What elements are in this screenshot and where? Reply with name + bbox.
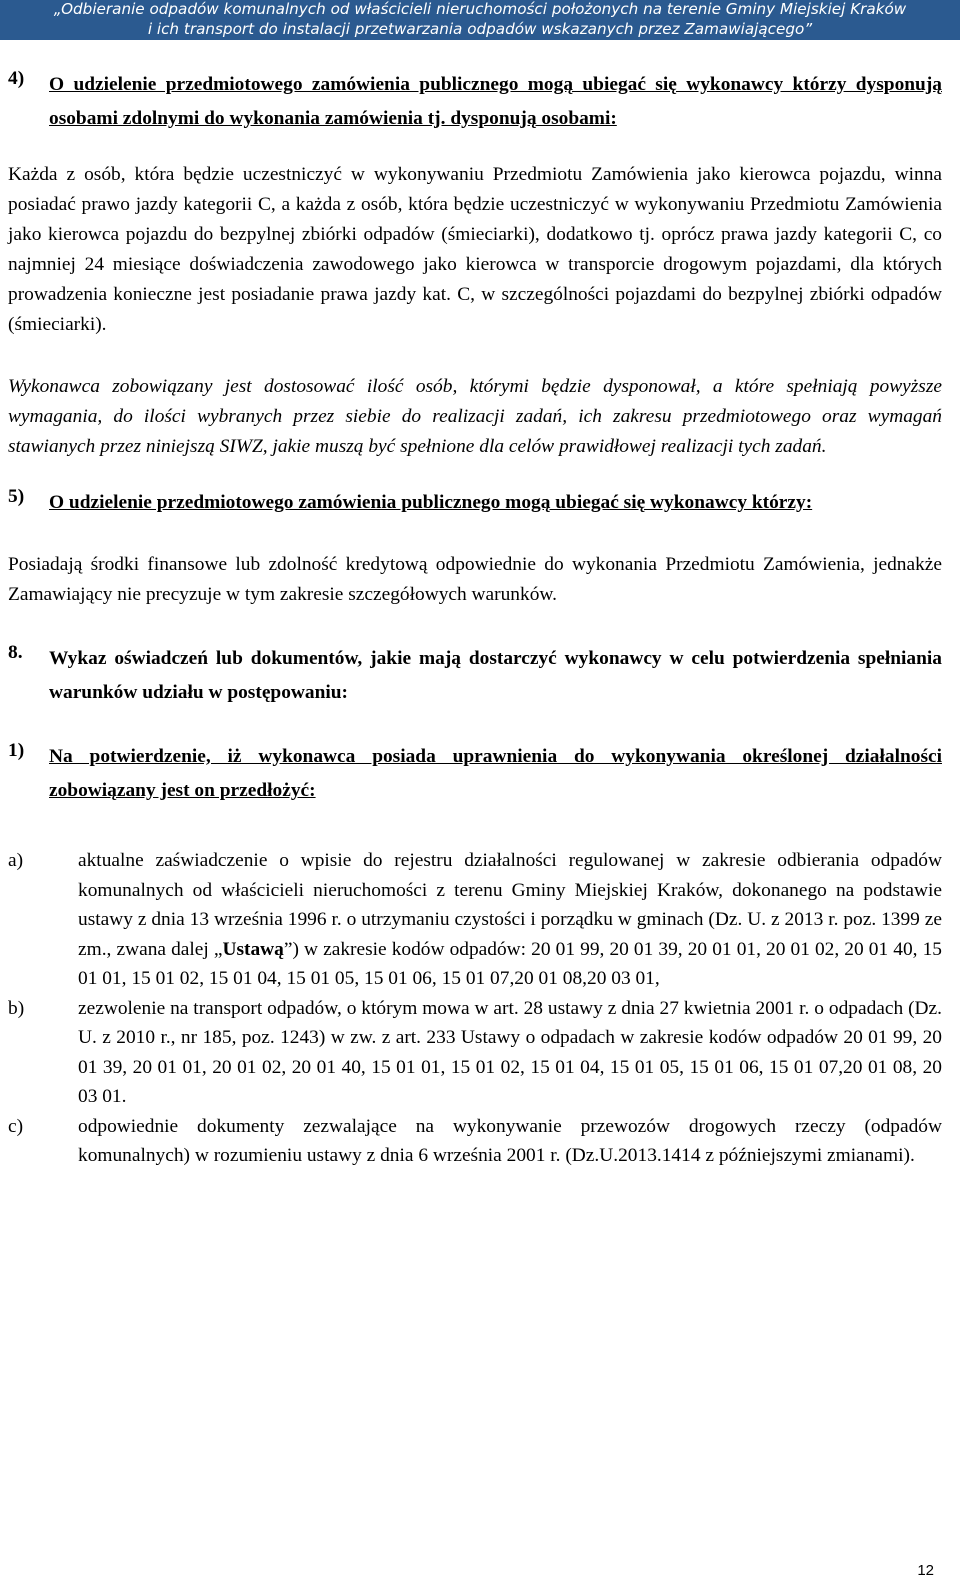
section-4-paragraph: Każda z osób, która będzie uczestniczyć w wykonywaniu Przedmiotu Zamówienia jako kierowca pojazdu, winna posiadać prawo jazdy kategorii C, a każda z osób, która będzie uczestniczyć w wykonywaniu Przedmiotu Zamówienia jako kierowca pojazdu do bezpylnej zbiórki odpadów (śmieciarki), dodatkowo tj. oprócz prawa jazdy kategorii C, co najmniej 24 miesiące doświadczenia zawodowego jako kierowca w transporcie drogowym pojazdami, dla których prowadzenia konieczne jest posiadanie prawa jazdy kat. C, w szczególności pojazdami do bezpylnej zbiórki odpadów (śmieciarki).	[8, 164, 942, 335]
subsection-1-number: 1)	[8, 740, 25, 761]
section-4-italic-paragraph: Wykonawca zobowiązany jest dostosować ilość osób, którymi będzie dysponował, a które spełniają powyższe wymagania, do ilości wybranych przez siebie do realizacji zadań, ich zakresu przedmiotowego oraz wymagań stawianych przez niniejszą SIWZ, jakie muszą być spełnione dla celów prawidłowej realizacji tych zadań.	[8, 376, 942, 457]
list-item-c	[8, 1112, 942, 1171]
list-item-a	[8, 846, 942, 994]
list-item-marker: b)	[8, 997, 25, 1019]
header-line-2: i ich transport do instalacji przetwarzania odpadów wskazanych przez Zamawiającego”	[147, 19, 813, 38]
section-4-heading	[8, 68, 942, 136]
list-item-a-bold: Ustawą	[222, 938, 284, 960]
section-5-paragraph: Posiadają środki finansowe lub zdolność kredytową odpowiednie do wykonania Przedmiotu Zamówienia, jednakże Zamawiający nie precyzuje w tym zakresie szczegółowych warunków.	[8, 554, 942, 605]
subsection-1-heading	[8, 740, 942, 808]
list-item-a-text-after: ”) w zakresie kodów odpadów: 20 01 99, 20 01 39, 20 01 01, 20 01 02, 20 01 40, 15 01 01, 15 01 02, 15 01 04, 15 01 05, 15 01 06, 15 01 07,20 01 08,20 03 01,	[78, 938, 942, 989]
section-5-heading-text: O udzielenie przedmiotowego zamówienia publicznego mogą ubiegać się wykonawcy którzy:	[49, 492, 813, 513]
page-number: 12	[917, 1562, 934, 1579]
documents-list	[8, 846, 942, 1171]
list-item-b	[8, 994, 942, 1112]
section-4-heading-text: O udzielenie przedmiotowego zamówienia publicznego mogą ubiegać się wykonawcy którzy dysponują osobami zdolnymi do wykonania zamówienia tj. dysponują osobami:	[49, 74, 942, 129]
section-5-number: 5)	[8, 486, 25, 507]
document-content	[8, 68, 942, 1171]
list-item-text: zezwolenie na transport odpadów, o którym mowa w art. 28 ustawy z dnia 27 kwietnia 2001 r. o odpadach (Dz. U. z 2010 r., nr 185, poz. 1243) w zw. z art. 233 Ustawy o odpadach w zakresie kodów odpadów 20 01 99, 20 01 39, 20 01 01, 20 01 02, 20 01 40, 15 01 01, 15 01 02, 15 01 04, 15 01 05, 15 01 06, 15 01 07,20 01 08, 20 03 01.	[78, 997, 942, 1107]
section-4-number: 4)	[8, 68, 25, 89]
list-item-text	[78, 846, 942, 994]
list-item-text: odpowiednie dokumenty zezwalające na wykonywanie przewozów drogowych rzeczy (odpadów komunalnych) w rozumieniu ustawy z dnia 6 września 2001 r. (Dz.U.2013.1414 z późniejszymi zmianami).	[78, 1115, 942, 1166]
page-header	[0, 0, 960, 40]
section-8-heading	[8, 642, 942, 710]
header-line-1: „Odbieranie odpadów komunalnych od właścicieli nieruchomości położonych na terenie Gminy Miejskiej Kraków	[53, 0, 907, 18]
list-item-a-text-before: aktualne zaświadczenie o wpisie do rejestru działalności regulowanej w zakresie odbierania odpadów komunalnych od właścicieli nieruchomości z terenu Gminy Miejskiej Kraków, dokonanego na podstawie ustawy z dnia 13 września 1996 r. o utrzymaniu czystości i porządku w gminach (Dz. U. z 2013 r. poz. 1399 ze zm., zwana dalej „	[78, 850, 942, 960]
subsection-1-heading-text: Na potwierdzenie, iż wykonawca posiada uprawnienia do wykonywania określonej działalności zobowiązany jest on przedłożyć:	[49, 746, 942, 801]
list-item-marker: a)	[8, 850, 24, 871]
section-8-heading-text: Wykaz oświadczeń lub dokumentów, jakie mają dostarczyć wykonawcy w celu potwierdzenia spełniania warunków udziału w postępowaniu:	[49, 648, 942, 703]
section-5-heading	[8, 486, 942, 520]
section-8-number: 8.	[8, 642, 23, 663]
list-item-marker: c)	[8, 1115, 24, 1137]
